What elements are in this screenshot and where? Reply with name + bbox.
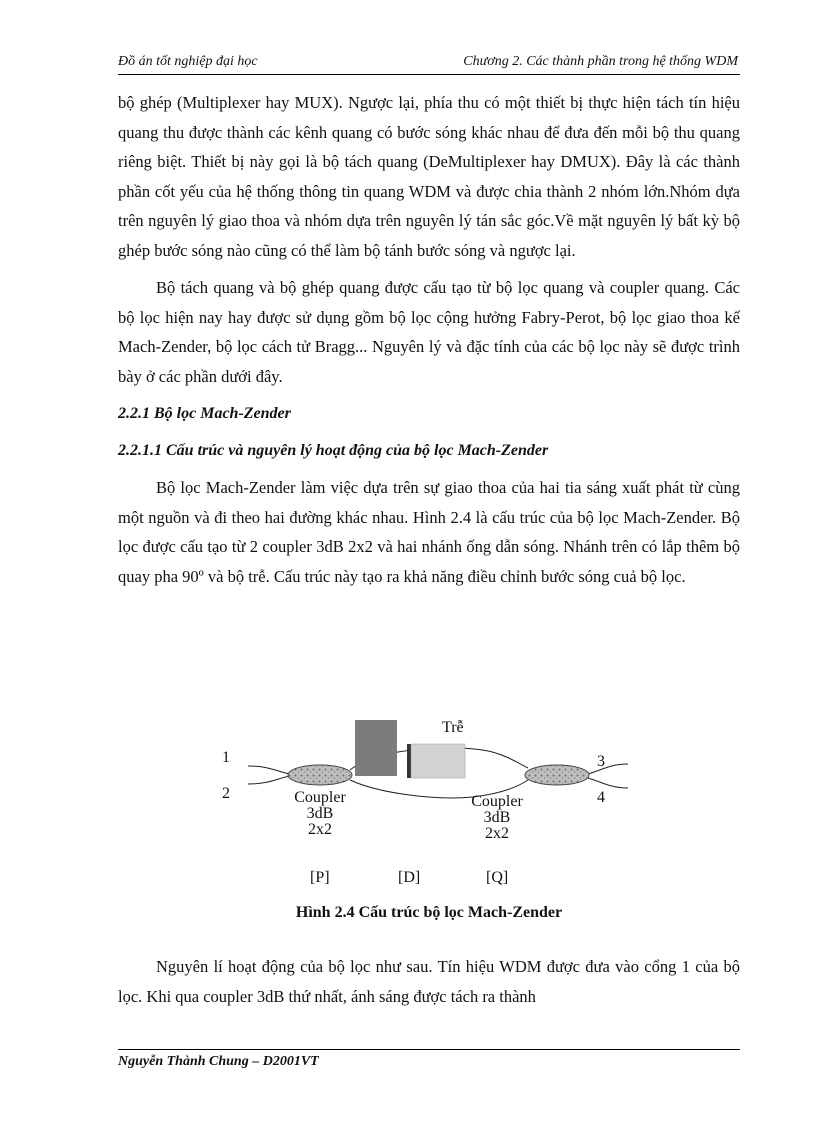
phase-shifter-block bbox=[355, 720, 397, 776]
delay-label: Trễ bbox=[442, 719, 464, 736]
output-fiber-4 bbox=[588, 778, 628, 788]
left-coupler-line-1: Coupler bbox=[294, 789, 346, 806]
left-coupler-line-3: 2x2 bbox=[308, 821, 332, 838]
label-q: [Q] bbox=[486, 869, 509, 886]
output-fiber-3 bbox=[588, 764, 628, 774]
right-coupler-line-1: Coupler bbox=[471, 793, 523, 810]
paragraph-mux-demux: bộ ghép (Multiplexer hay MUX). Ngược lại, phía thu có một thiết bị thực hiện tách tín hiệu quang thu được thành các kênh quang có bước sóng khác nhau để đưa đến mỗi bộ thu quang riêng biệt. Thiết bị này gọi là bộ tách quang (DeMultiplexer hay DMUX). Đây là các thành phần cốt yếu của hệ thống thông tin quang WDM và được chia thành 2 nhóm lớn.Nhóm dựa trên nguyên lý giao thoa và nhóm dựa trên nguyên lý tán sắc góc.Về mặt nguyên lý bất kỳ bộ ghép bước sóng nào cũng có thể làm bộ tánh bước sóng và ngược lại. bbox=[118, 93, 740, 260]
page-header bbox=[118, 52, 740, 75]
paragraph-operation-principle: Nguyên lí hoạt động của bộ lọc như sau. Tín hiệu WDM được đưa vào cổng 1 của bộ lọc. Khi qua coupler 3dB thứ nhất, ánh sáng được tách ra thành bbox=[118, 957, 740, 1006]
page-footer: Nguyễn Thành Chung – D2001VT bbox=[118, 1049, 740, 1070]
delay-block bbox=[411, 744, 465, 778]
left-coupler-shape bbox=[288, 765, 352, 785]
label-d: [D] bbox=[398, 869, 421, 886]
port-3-label: 3 bbox=[597, 753, 605, 770]
section-heading-2-2-1-1: 2.2.1.1 Cấu trúc và nguyên lý hoạt động của bộ lọc Mach-Zender bbox=[118, 442, 549, 459]
left-coupler-line-2: 3dB bbox=[306, 805, 334, 822]
page-content bbox=[118, 88, 740, 599]
label-p: [P] bbox=[310, 869, 330, 886]
port-4-label: 4 bbox=[597, 789, 605, 806]
port-1-label: 1 bbox=[222, 749, 230, 766]
mach-zender-diagram bbox=[210, 708, 630, 898]
delay-block-edge bbox=[407, 744, 411, 778]
port-2-label: 2 bbox=[222, 785, 230, 802]
input-fiber-2 bbox=[248, 776, 290, 784]
header-chapter-title: Chương 2. Các thành phần trong hệ thống WDM bbox=[463, 54, 738, 69]
figure-caption: Hình 2.4 Cấu trúc bộ lọc Mach-Zender bbox=[295, 904, 563, 921]
right-coupler-line-3: 2x2 bbox=[485, 825, 509, 842]
section-heading-2-2-1: 2.2.1 Bộ lọc Mach-Zender bbox=[118, 405, 291, 422]
right-coupler-label bbox=[461, 794, 533, 842]
left-coupler-label bbox=[284, 790, 356, 838]
right-coupler-shape bbox=[525, 765, 589, 785]
right-coupler-line-2: 3dB bbox=[483, 809, 511, 826]
input-fiber-1 bbox=[248, 766, 290, 774]
header-document-title: Đồ án tốt nghiệp đại học bbox=[118, 54, 258, 69]
paragraph-mach-zender-structure: Bộ lọc Mach-Zender làm việc dựa trên sự giao thoa của hai tia sáng xuất phát từ cùng một nguồn và đi theo hai đường khác nhau. Hình 2.4 là cấu trúc của bộ lọc Mach-Zender. Bộ lọc được cấu tạo từ 2 coupler 3dB 2x2 và hai nhánh ống dẫn sóng. Nhánh trên có lắp thêm bộ quay pha 90º và bộ trễ. Cấu trúc này tạo ra khả năng điều chỉnh bước sóng cuả bộ lọc. bbox=[118, 478, 740, 586]
paragraph-filters-intro: Bộ tách quang và bộ ghép quang được cấu tạo từ bộ lọc quang và coupler quang. Các bộ lọc hiện nay hay được sử dụng gồm bộ lọc cộng hưởng Fabry-Perot, bộ lọc giao thoa kế Mach-Zender, bộ lọc cách tử Bragg... Nguyên lý và đặc tính của các bộ lọc này sẽ được trình bày ở các phần dưới đây. bbox=[118, 278, 740, 386]
